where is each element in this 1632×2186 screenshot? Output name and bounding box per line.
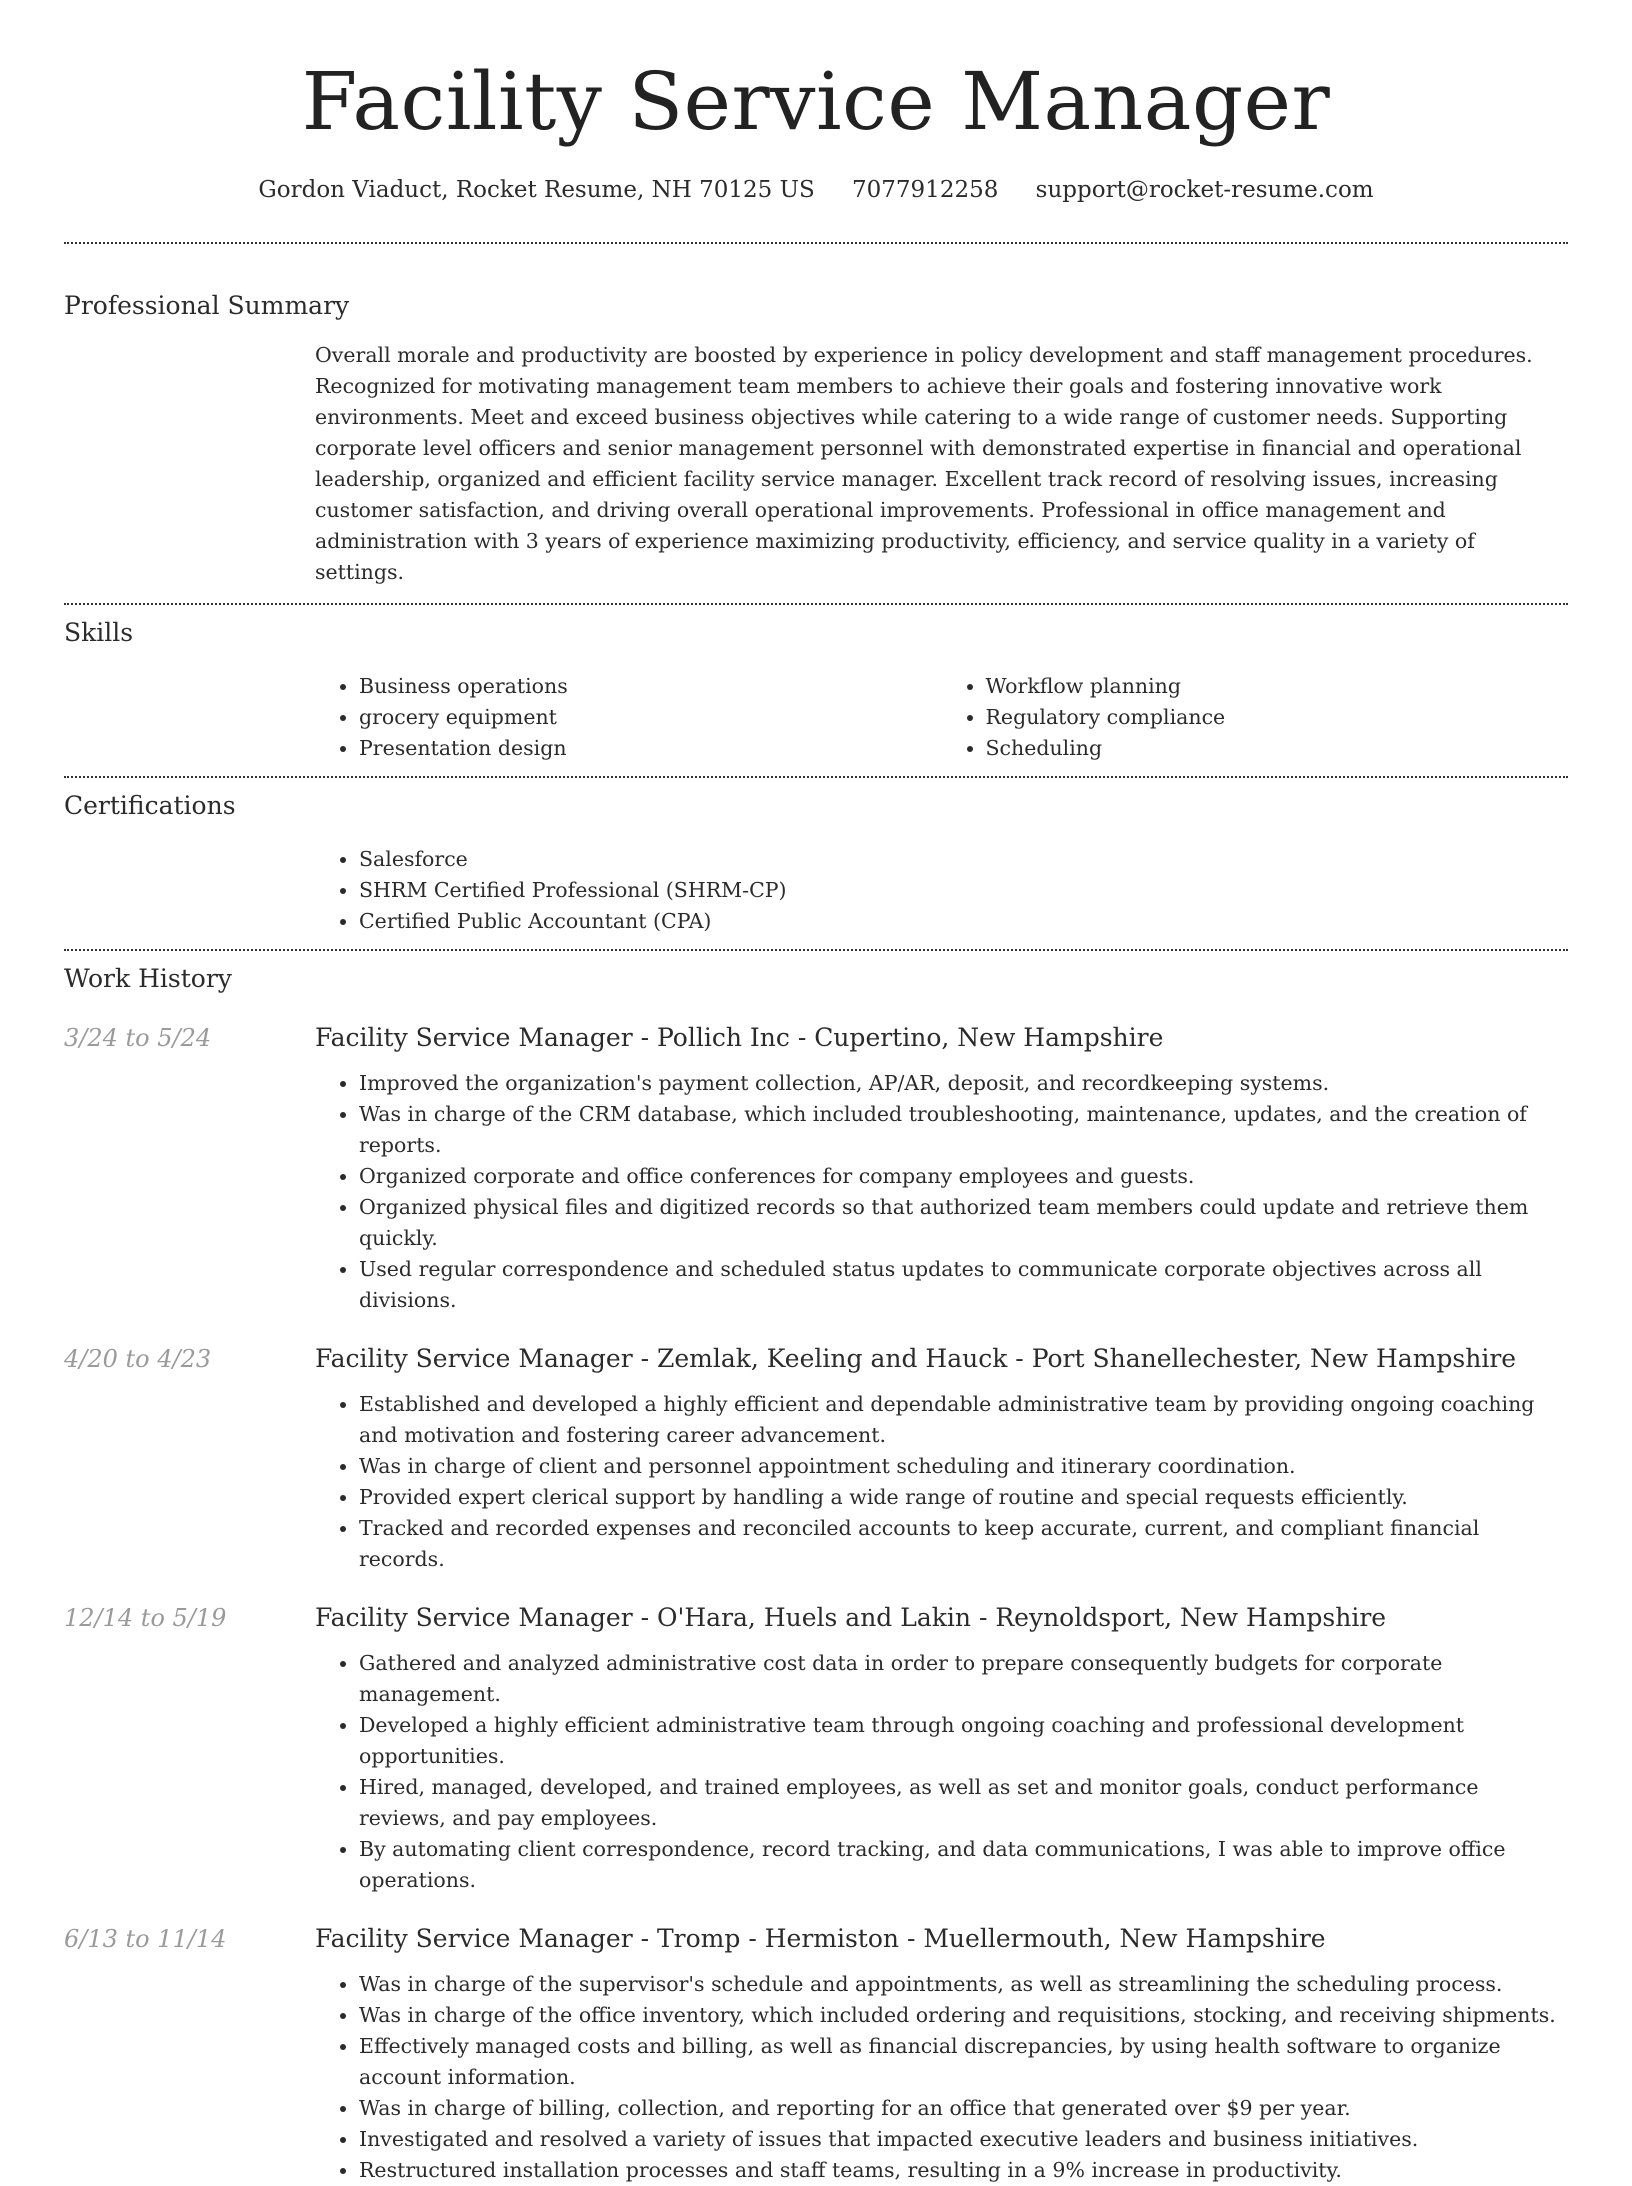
job-bullet: • Organized corporate and office conferences for company employees and guests. [359,1161,1568,1192]
job-title: Facility Service Manager - O'Hara, Huels and Lakin - Reynoldsport, New Hampshire [315,1603,1387,1632]
certification-item: • Salesforce [359,844,1568,875]
contact-phone: 7077912258 [852,177,999,203]
skill-item: • Business operations [359,671,942,702]
job-date: 12/14 to 5/19 [64,1604,227,1632]
summary-text: Overall morale and productivity are boosted by experience in policy development and staff management procedures. Recognized for motivating management team members to achieve their goals and fostering innovative work environments. Meet and exceed business objectives while catering to a wide range of customer needs. Supporting corporate level officers and senior management personnel with demonstrated expertise in financial and operational leadership, organized and efficient facility service manager. Excellent track record of resolving issues, increasing customer satisfaction, and driving overall operational improvements. Professional in office management and administration with 3 years of experience maximizing productivity, efficiency, and service quality in a variety of settings. [315,343,1533,584]
job-date: 6/13 to 11/14 [64,1925,227,1953]
resume-name: Facility Service Manager [301,55,1331,148]
job-bullets [315,1969,1568,2186]
job-bullets [315,1389,1568,1575]
job-bullet: • Established and developed a highly efficient and dependable administrative team by providing ongoing coaching and motivation and fostering career advancement. [359,1389,1568,1451]
job-bullet: • Was in charge of the office inventory, which included ordering and requisitions, stocking, and receiving shipments. [359,2000,1568,2031]
certifications-content [315,844,1568,949]
section-title-certifications: Certifications [64,791,236,820]
job-date: 4/20 to 4/23 [64,1345,212,1373]
job-title: Facility Service Manager - Zemlak, Keeling and Hauck - Port Shanellechester, New Hampshire [315,1344,1517,1373]
job-bullet: • Improved the organization's payment collection, AP/AR, deposit, and recordkeeping systems. [359,1068,1568,1099]
certifications-list [315,844,1568,937]
job-bullet: • Effectively managed costs and billing, as well as financial discrepancies, by using health software to organize account information. [359,2031,1568,2093]
job-title: Facility Service Manager - Tromp - Hermiston - Muellermouth, New Hampshire [315,1924,1326,1953]
job-entry [64,1342,1568,1575]
skills-list-left [315,671,942,764]
job-bullet: • Developed a highly efficient administrative team through ongoing coaching and professional development opportunities. [359,1710,1568,1772]
job-bullet: • Restructured installation processes and staff teams, resulting in a 9% increase in productivity. [359,2155,1568,2186]
skill-item: • Presentation design [359,733,942,764]
skills-section [64,605,1568,776]
job-bullets [315,1648,1568,1896]
skill-item: • Workflow planning [986,671,1569,702]
job-bullet: • Hired, managed, developed, and trained employees, as well as set and monitor goals, conduct performance reviews, and pay employees. [359,1772,1568,1834]
job-date: 3/24 to 5/24 [64,1024,212,1052]
skills-grid [315,671,1568,776]
skill-item: • Regulatory compliance [986,702,1569,733]
summary-section [64,244,1568,603]
certifications-section [64,778,1568,949]
skill-item: • Scheduling [986,733,1569,764]
section-title-skills: Skills [64,618,134,647]
job-title: Facility Service Manager - Pollich Inc - Cupertino, New Hampshire [315,1023,1164,1052]
job-bullet: • Organized physical files and digitized records so that authorized team members could update and retrieve them quickly. [359,1192,1568,1254]
work-history-section [64,951,1568,2186]
job-bullet: • Was in charge of the supervisor's schedule and appointments, as well as streamlining the scheduling process. [359,1969,1568,2000]
section-title-work-history: Work History [64,964,232,993]
section-title-summary: Professional Summary [64,291,350,320]
job-bullet: • Was in charge of the CRM database, which included troubleshooting, maintenance, updates, and the creation of reports. [359,1099,1568,1161]
job-bullet: • Used regular correspondence and scheduled status updates to communicate corporate objectives across all divisions. [359,1254,1568,1316]
job-bullet: • Was in charge of billing, collection, and reporting for an office that generated over $9 per year. [359,2093,1568,2124]
job-bullet: • Was in charge of client and personnel appointment scheduling and itinerary coordination. [359,1451,1568,1482]
contact-email: support@rocket-resume.com [1035,177,1374,203]
job-entry [64,1021,1568,1316]
job-entry [64,1601,1568,1896]
contact-address: Gordon Viaduct, Rocket Resume, NH 70125 US [258,177,815,203]
job-entry [64,1922,1568,2186]
certification-item: • Certified Public Accountant (CPA) [359,906,1568,937]
certification-item: • SHRM Certified Professional (SHRM-CP) [359,875,1568,906]
contact-line [64,174,1568,206]
skill-item: • grocery equipment [359,702,942,733]
job-bullets [315,1068,1568,1316]
skills-list-right [942,671,1569,764]
job-bullet: • Gathered and analyzed administrative cost data in order to prepare consequently budgets for corporate management. [359,1648,1568,1710]
job-bullet: • By automating client correspondence, record tracking, and data communications, I was able to improve office operations. [359,1834,1568,1896]
job-bullet: • Tracked and recorded expenses and reconciled accounts to keep accurate, current, and compliant financial records. [359,1513,1568,1575]
job-bullet: • Investigated and resolved a variety of issues that impacted executive leaders and business initiatives. [359,2124,1568,2155]
job-bullet: • Provided expert clerical support by handling a wide range of routine and special requests efficiently. [359,1482,1568,1513]
